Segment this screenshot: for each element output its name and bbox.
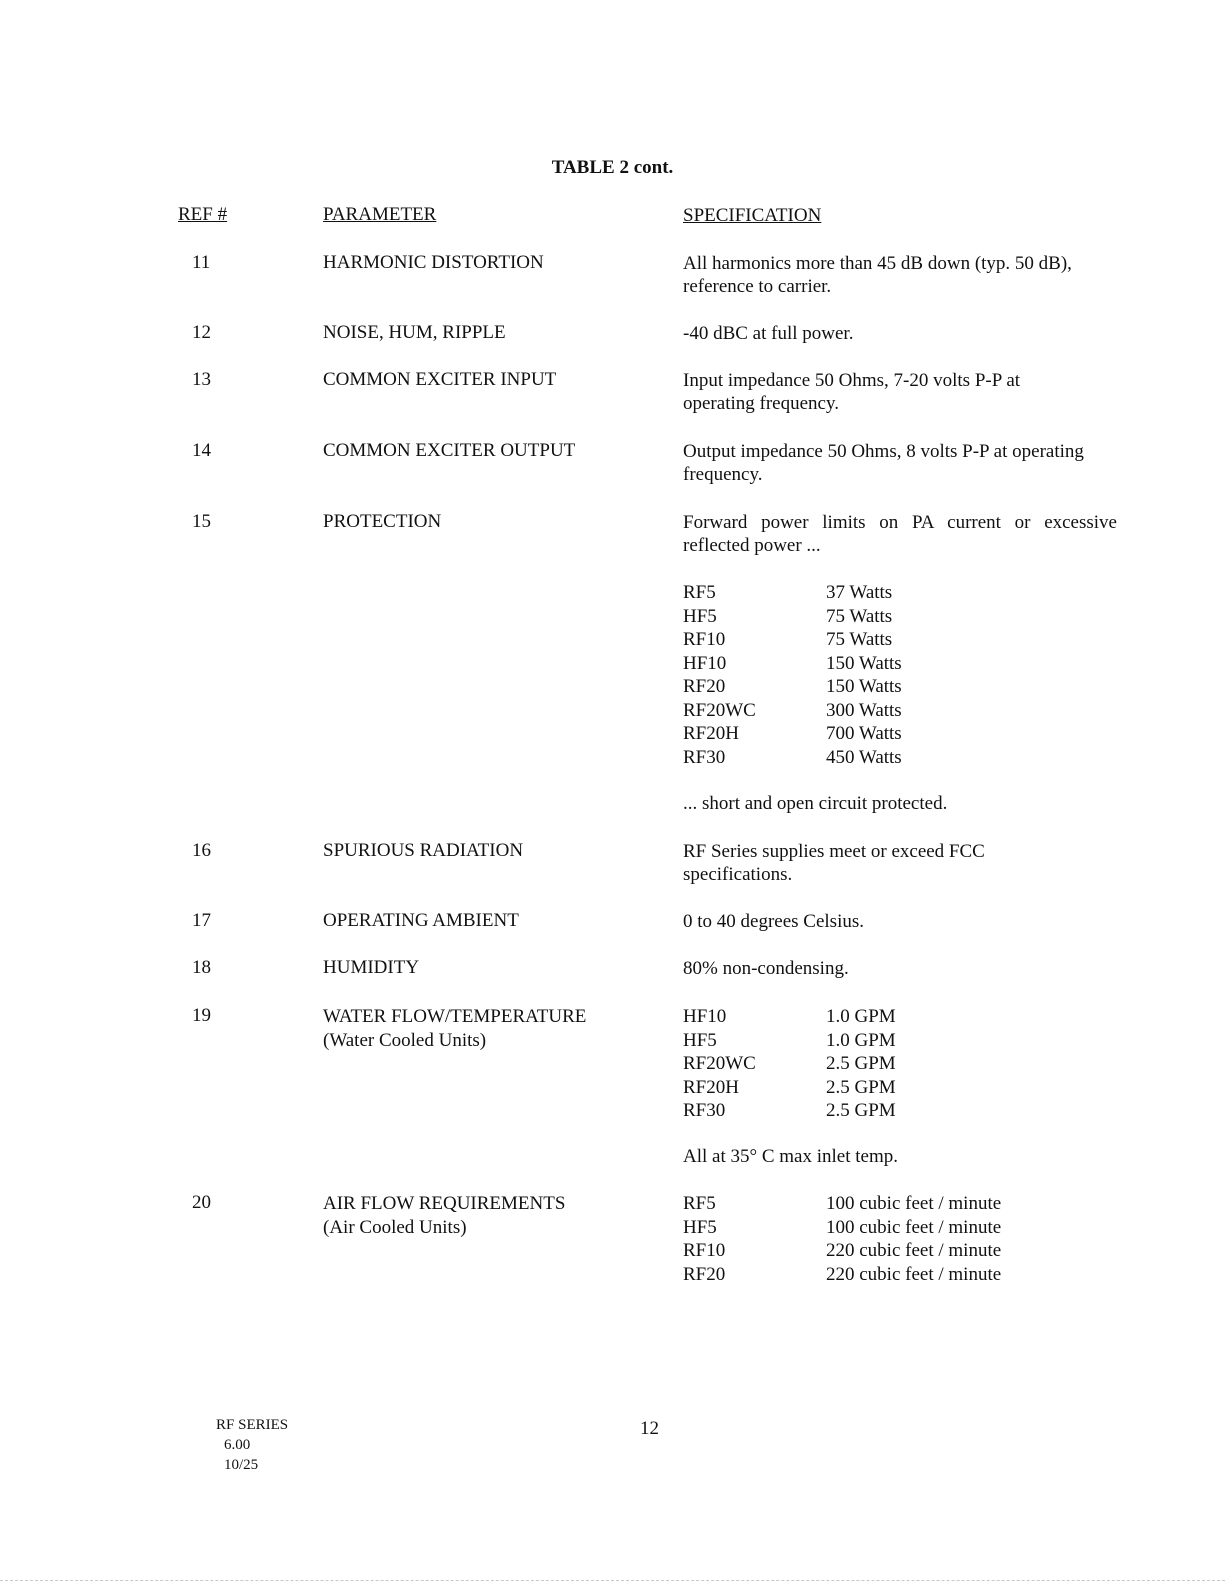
- spec-exciter-output: [683, 440, 1084, 486]
- power-value: 150 Watts: [826, 652, 902, 674]
- spec-humidity: 80% non-condensing.: [683, 958, 849, 979]
- param-protection: PROTECTION: [323, 511, 442, 532]
- ref-14: 14: [192, 440, 211, 461]
- spec-spurious-radiation: [683, 840, 985, 886]
- flow-value: 2.5 GPM: [826, 1076, 896, 1098]
- flow-value: 100 cubic feet / minute: [826, 1193, 1002, 1214]
- param-line: WATER FLOW/TEMPERATURE: [323, 1006, 587, 1027]
- ref-20: 20: [192, 1192, 211, 1213]
- model-label: RF30: [683, 1100, 726, 1121]
- param-harmonic-distortion: HARMONIC DISTORTION: [323, 252, 544, 273]
- ref-19: 19: [192, 1005, 211, 1026]
- water-flow-values: [826, 1005, 896, 1123]
- spec-line: reference to carrier.: [683, 276, 832, 297]
- power-value: 37 Watts: [826, 582, 893, 603]
- spec-harmonic-distortion: [683, 252, 1072, 298]
- power-value: 300 Watts: [826, 699, 902, 721]
- page-number: 12: [640, 1418, 659, 1439]
- spec-exciter-input: [683, 369, 1020, 415]
- spec-line: operating frequency.: [683, 393, 839, 414]
- model-label: RF10: [683, 1240, 726, 1261]
- table-title: TABLE 2 cont.: [551, 157, 674, 178]
- param-operating-ambient: OPERATING AMBIENT: [323, 910, 519, 931]
- spec-line: Output impedance 50 Ohms, 8 volts P-P at operating: [683, 441, 1084, 462]
- model-label: RF30: [683, 746, 726, 768]
- model-label: RF20H: [683, 723, 739, 744]
- spec-line: Input impedance 50 Ohms, 7-20 volts P-P at: [683, 370, 1021, 391]
- power-value: 700 Watts: [826, 723, 902, 744]
- spec-line: -40 dBC at full power.: [683, 323, 854, 344]
- spec-line: Forward power limits on PA current or excessive: [683, 512, 1117, 533]
- air-flow-models: [683, 1192, 725, 1286]
- model-label: HF10: [683, 652, 727, 674]
- spec-operating-ambient: 0 to 40 degrees Celsius.: [683, 911, 865, 932]
- bottom-scan-rule: [0, 1580, 1225, 1581]
- footer-version: 6.00: [224, 1437, 251, 1453]
- model-label: RF20: [683, 676, 726, 697]
- ref-18: 18: [192, 957, 211, 978]
- param-subtitle: (Water Cooled Units): [323, 1029, 487, 1051]
- param-spurious-radiation: SPURIOUS RADIATION: [323, 840, 524, 861]
- footer-series: RF SERIES: [216, 1417, 289, 1433]
- model-label: HF5: [683, 1216, 717, 1238]
- spec-line: frequency.: [683, 464, 763, 485]
- param-humidity: HUMIDITY: [323, 957, 420, 978]
- ref-15: 15: [192, 511, 211, 532]
- power-value: 75 Watts: [826, 629, 893, 650]
- power-value: 450 Watts: [826, 746, 902, 768]
- param-exciter-input: COMMON EXCITER INPUT: [323, 369, 557, 390]
- spec-line: RF Series supplies meet or exceed FCC: [683, 841, 985, 862]
- flow-value: 1.0 GPM: [826, 1006, 896, 1027]
- model-label: RF5: [683, 1193, 716, 1214]
- param-exciter-output: COMMON EXCITER OUTPUT: [323, 440, 576, 461]
- model-label: RF10: [683, 629, 726, 650]
- model-label: RF20WC: [683, 699, 756, 721]
- spec-line: specifications.: [683, 864, 793, 885]
- model-label: RF20H: [683, 1076, 739, 1098]
- water-flow-note: All at 35° C max inlet temp.: [683, 1146, 898, 1167]
- param-line: AIR FLOW REQUIREMENTS: [323, 1193, 566, 1214]
- spec-line: reflected power ...: [683, 535, 821, 556]
- model-label: RF20: [683, 1263, 726, 1285]
- flow-value: 1.0 GPM: [826, 1029, 896, 1051]
- model-label: HF10: [683, 1006, 727, 1027]
- air-flow-values: [826, 1192, 1001, 1286]
- protection-models: [683, 581, 756, 769]
- footer-date: 10/25: [224, 1457, 259, 1473]
- model-label: HF5: [683, 1029, 717, 1051]
- param-air-flow: [323, 1192, 565, 1239]
- spec-protection: [683, 511, 1117, 557]
- ref-13: 13: [192, 369, 211, 390]
- spec-noise: [683, 322, 853, 345]
- model-label: HF5: [683, 605, 717, 627]
- ref-12: 12: [192, 322, 211, 343]
- power-value: 75 Watts: [826, 605, 893, 627]
- header-ref: REF #: [178, 204, 228, 225]
- flow-value: 220 cubic feet / minute: [826, 1263, 1002, 1285]
- flow-value: 2.5 GPM: [826, 1053, 896, 1074]
- flow-value: 220 cubic feet / minute: [826, 1240, 1002, 1261]
- ref-16: 16: [192, 840, 211, 861]
- param-noise: NOISE, HUM, RIPPLE: [323, 322, 506, 343]
- flow-value: 100 cubic feet / minute: [826, 1216, 1002, 1238]
- protection-note: ... short and open circuit protected.: [683, 793, 948, 814]
- flow-value: 2.5 GPM: [826, 1100, 896, 1121]
- ref-11: 11: [192, 252, 211, 273]
- ref-17: 17: [192, 910, 211, 931]
- model-label: RF20WC: [683, 1053, 756, 1074]
- header-specification: SPECIFICATION: [683, 205, 822, 226]
- param-water-flow: [323, 1005, 586, 1052]
- model-label: RF5: [683, 582, 716, 603]
- power-value: 150 Watts: [826, 676, 902, 697]
- param-subtitle: (Air Cooled Units): [323, 1216, 467, 1238]
- header-parameter: PARAMETER: [323, 204, 437, 225]
- spec-line: All harmonics more than 45 dB down (typ. 50 dB),: [683, 253, 1072, 274]
- water-flow-models: [683, 1005, 756, 1123]
- protection-values: [826, 581, 902, 769]
